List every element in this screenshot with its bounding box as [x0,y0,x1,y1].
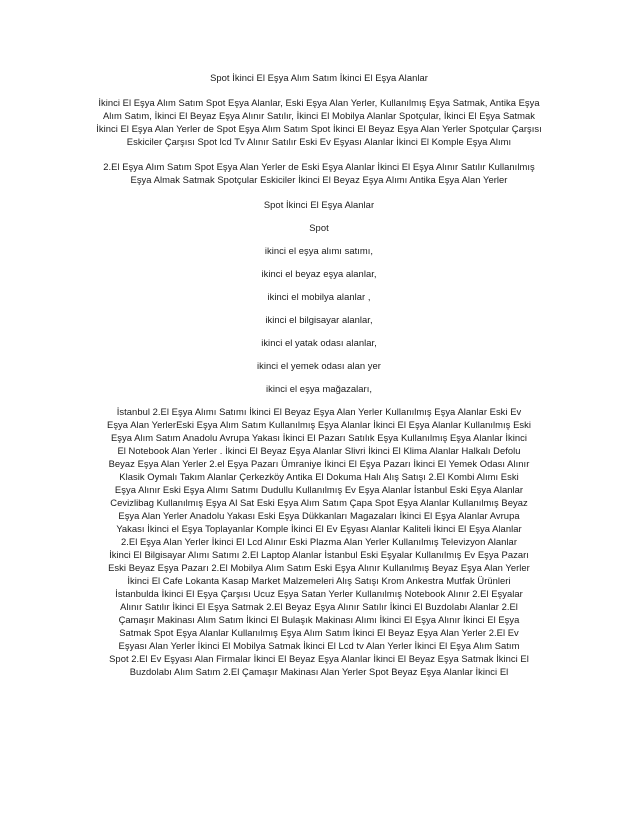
body-line: İstanbul 2.El Eşya Alımı Satımı İkinci El Beyaz Eşya Alan Yerler Kullanılmış Eşya Alanlar Eski Ev [116,406,522,417]
paragraph-intro: İkinci El Eşya Alım Satım Spot Eşya Alanlar, Eski Eşya Alan Yerler, Kullanılmış Eşya Satmak, Antika Eşya Alım Satım, İkinci El Beyaz Eşya Alınır Satılır, İkinci El Mobilya Alanlar Spotçular, İkinci El Eşya Satmak İkinci El Eşya Alan Yerler de Spot Eşya Alım Satım Spot İkinci El Beyaz Eşya Alan Yerler Spotçular Çarşısı Eskiciler Çarşısı Spot lcd Tv Alınır Satılır Eski Ev Eşyası Alanlar İkinci El Komple Eşya Alımı [96,97,542,147]
body-line: Cevizlibag Kullanılmış Eşya Al Sat Eski Eşya Alım Satım Çapa Spot Eşya Alanlar Kullanılmış Beyaz [110,497,528,508]
keyword-list [92,198,546,395]
document-title: Spot İkinci El Eşya Alım Satım İkinci El Eşya Alanlar [210,72,428,83]
body-line: Yakası İkinci el Eşya Toplayanlar Komple İkinci El Ev Eşyası Alanlar Kaliteli İkinci El Eşya Alanlar [116,523,522,534]
body-line: 2.El Eşya Alan Yerler İkinci El Lcd Alınır Eski Plazma Alan Yerler Kullanılmış Televizyon Alanlar [120,536,517,547]
body-line: Beyaz Eşya Alan Yerler 2.el Eşya Pazarı Ümraniye İkinci El Eşya Pazarı İkinci El Yemek Odası Alınır [108,458,530,469]
body-line: Eşya Alan Yerler Anadolu Yakası Eski Eşya Dükkanları Magazaları İkinci El Eşya Alanlar Avrupa [118,510,520,521]
keyword-list-item: ikinci el yemek odası alan yer [257,360,381,371]
body-line: Eşya Alan YerlerEski Eşya Alım Satım Kullanılmış Eşya Alanlar İkinci El Eşya Alanlar Kullanılmış Eski [107,419,531,430]
paragraph-second: 2.El Eşya Alım Satım Spot Eşya Alan Yerler de Eski Eşya Alanlar İkinci El Eşya Alınır Satılır Kullanılmış Eşya Almak Satmak Spotçular Eskiciler İkinci El Beyaz Eşya Alımı Antika Eşya Alan Yerler [103,161,535,185]
body-line: Eşya Alım Satım Anadolu Avrupa Yakası İkinci El Pazarı Satılık Eşya Kullanılmış Eşya Alanlar İkinci [110,432,528,443]
body-line: Satmak Spot Eşya Alanlar Kullanılmış Eşya Alım Satım İkinci El Beyaz Eşya Alan Yerler 2.El Ev [119,627,519,638]
body-line: İkinci El Cafe Lokanta Kasap Market Malzemeleri Alış Satışı Krom Ankestra Mutfak Ürünleri [127,575,511,586]
document-content [92,71,546,678]
keyword-list-item: ikinci el bilgisayar alanlar, [265,314,373,325]
body-line: Buzdolabı Alım Satım 2.El Çamaşır Makinası Alan Yerler Spot Beyaz Eşya Alanlar İkinci El [129,666,509,677]
body-line: Klasik Oymalı Takım Alanlar Çerkezköy Antika El Dokuma Halı Alış Satışı 2.El Kombi Alımı Eski [119,471,519,482]
keyword-list-item: ikinci el eşya mağazaları, [265,383,373,394]
body-line: Spot 2.El Ev Eşyası Alan Firmalar İkinci El Beyaz Eşya Alanlar İkinci El Beyaz Eşya Satmak İkinci El [109,653,529,664]
body-paragraph [92,405,546,678]
body-line: İkinci El Bilgisayar Alımı Satımı 2.El Laptop Alanlar İstanbul Eski Eşyalar Kullanılmış Ev Eşya Pazarı [109,549,529,560]
body-line: Eşyası Alan Yerler İkinci El Mobilya Satmak İkinci El Lcd tv Alan Yerler İkinci El Eşya Alım Satım [118,640,520,651]
keyword-list-item: ikinci el beyaz eşya alanlar, [261,268,377,279]
keyword-list-item: ikinci el mobilya alanlar , [267,291,371,302]
body-line: Eski Beyaz Eşya Pazarı 2.El Mobilya Alım Satım Eski Eşya Alınır Kullanılmış Beyaz Eşya Alan Yerler [108,562,530,573]
body-line: Eşya Alınır Eski Eşya Alımı Satımı Dudullu Kullanılmış Ev Eşya Alanlar İstanbul Eski Eşya Alanlar [114,484,524,495]
keyword-list-item: Spot [309,222,329,233]
keyword-list-item: ikinci el yatak odası alanlar, [261,337,377,348]
body-line: Alınır Satılır İkinci El Eşya Satmak 2.El Beyaz Eşya Alınır Satılır İkinci El Buzdolabı Alanlar 2.El [120,601,518,612]
body-line: İstanbulda İkinci El Eşya Çarşısı Ucuz Eşya Satan Yerler Kullanılmış Notebook Alınır 2.El Eşyalar [115,588,523,599]
body-line: Çamaşır Makinası Alım Satım İkinci El Bulaşık Makinası Alımı İkinci El Eşya Alınır İkinci El Eşya [118,614,520,625]
keyword-list-item: Spot İkinci El Eşya Alanlar [263,199,375,210]
body-line: El Notebook Alan Yerler . İkinci El Beyaz Eşya Alanlar Slivri İkinci El Klima Alanlar Halkalı Defolu [117,445,521,456]
keyword-list-item: ikinci el eşya alımı satımı, [264,245,374,256]
